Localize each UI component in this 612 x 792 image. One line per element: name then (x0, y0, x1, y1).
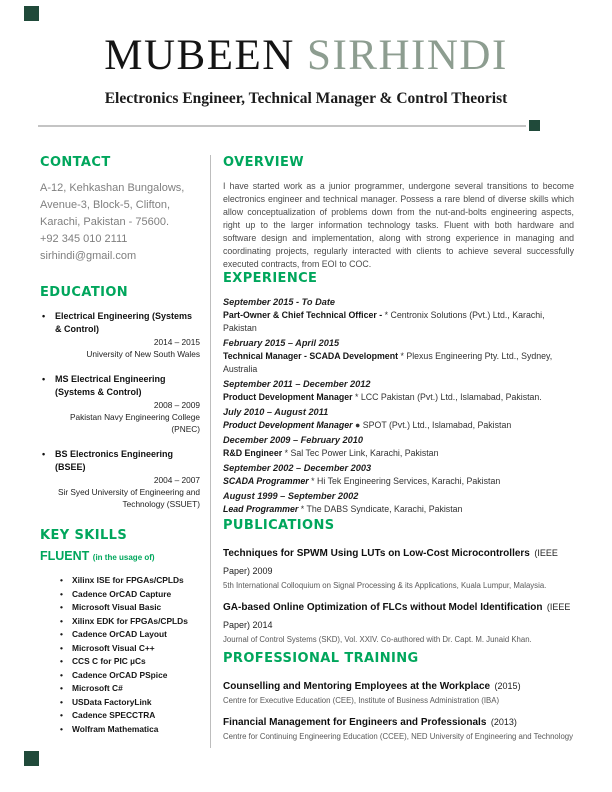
experience-role-line: R&D Engineer * Sal Tec Power Link, Karachi, Pakistan (223, 448, 439, 458)
phone-number: +92 345 010 2111 (40, 233, 128, 245)
overview-heading: OVERVIEW (223, 155, 304, 170)
skill-item: • Cadence SPECCTRA (40, 709, 200, 723)
bullet-icon: • (60, 588, 63, 599)
decor-square-top-left (24, 6, 39, 21)
experience-role-line: Part-Owner & Chief Technical Officer - * Centronix Solutions (Pvt.) Ltd., Karachi, Pakistan (223, 310, 545, 333)
header (0, 0, 612, 131)
publication-item (223, 597, 574, 645)
skill-item: • Microsoft Visual C++ (40, 642, 200, 656)
email-address: sirhindi@gmail.com (40, 250, 137, 262)
fluent-subheading: FLUENT (in the usage of) (40, 549, 155, 563)
contact-heading: CONTACT (40, 155, 111, 170)
experience-item (223, 296, 574, 335)
skill-item: • Cadence OrCAD Capture (40, 588, 200, 602)
publication-detail: Journal of Control Systems (SKD), Vol. XXIV. Co-authored with Dr. Capt. M. Junaid Khan. (223, 635, 532, 644)
training-title-line: Counselling and Mentoring Employees at the Workplace (2015) (223, 681, 521, 692)
education-years: 2008 – 2009 (153, 400, 200, 410)
last-name: SIRHINDI (307, 32, 508, 79)
experience-dates: September 2015 - To Date (223, 297, 335, 307)
name-title (0, 30, 612, 82)
decor-square-header-right (529, 120, 540, 131)
publication-detail: 5th International Colloquium on Signal Processing & its Applications, Kuala Lumpur, Malaysia. (223, 581, 547, 590)
skill-item: • USData FactoryLink (40, 696, 200, 710)
decor-square-bottom-left (24, 751, 39, 766)
bullet-icon: • (60, 696, 63, 707)
training-detail: Centre for Continuing Engineering Education (CCEE), NED University of Engineering and Technology (223, 732, 574, 741)
experience-dates: August 1999 – September 2002 (223, 491, 359, 501)
experience-item (223, 337, 574, 376)
skills-list (40, 574, 200, 736)
overview-section (223, 155, 574, 271)
bullet-icon: • (60, 723, 63, 734)
header-rule-row (38, 120, 540, 131)
experience-dates: February 2015 – April 2015 (223, 338, 340, 348)
training-item (223, 712, 574, 742)
bullet-icon: • (42, 374, 46, 384)
experience-item (223, 434, 574, 460)
address-line-2: Avenue-3, Block-5, Clifton, (40, 199, 171, 211)
training-detail: Centre for Executive Education (CEE), Institute of Business Administration (IBA) (223, 696, 500, 705)
experience-item (223, 406, 574, 432)
contact-block (40, 180, 200, 265)
address-line-1: A-12, Kehkashan Bungalows, (40, 182, 185, 194)
bullet-icon: • (42, 311, 46, 321)
skill-item: • Cadence OrCAD Layout (40, 628, 200, 642)
skill-item: • CCS C for PIC µCs (40, 655, 200, 669)
bullet-icon: • (60, 642, 63, 653)
education-institution: University of New South Wales (86, 349, 200, 359)
education-degree: • MS Electrical Engineering (Systems & Control) (42, 374, 166, 397)
education-item (40, 310, 200, 360)
education-institution: Sir Syed University of Engineering and Technology (SSUET) (57, 487, 200, 509)
bullet-icon: • (60, 602, 63, 612)
skill-item: • Cadence OrCAD PSpice (40, 669, 200, 683)
experience-item (223, 490, 574, 516)
experience-role-line: Product Development Manager ● SPOT (Pvt.) Ltd., Islamabad, Pakistan (223, 420, 512, 430)
experience-heading: EXPERIENCE (223, 271, 318, 286)
bullet-icon: • (60, 669, 63, 680)
bullet-icon: • (42, 449, 46, 459)
experience-dates: July 2010 – August 2011 (223, 407, 329, 417)
fluent-note: (in the usage of) (92, 553, 155, 562)
experience-dates: December 2009 – February 2010 (223, 435, 363, 445)
publication-title-line: Techniques for SPWM Using LUTs on Low-Cost Microcontrollers (IEEE Paper) 2009 (223, 548, 558, 576)
key-skills-heading: KEY SKILLS (40, 528, 128, 543)
skill-item: • Microsoft Visual Basic (40, 601, 200, 615)
bullet-icon: • (60, 683, 63, 693)
experience-section (223, 271, 574, 516)
education-item (40, 448, 200, 510)
publications-heading: PUBLICATIONS (223, 518, 335, 533)
education-institution: Pakistan Navy Engineering College (PNEC) (69, 412, 200, 434)
skill-item: • Microsoft C# (40, 682, 200, 696)
experience-role-line: Lead Programmer * The DABS Syndicate, Karachi, Pakistan (223, 504, 463, 514)
education-item (40, 373, 200, 435)
bullet-icon: • (60, 629, 63, 639)
publications-section (223, 518, 574, 645)
publication-item (223, 543, 574, 591)
professional-subtitle: Electronics Engineer, Technical Manager & Control Theorist (104, 90, 508, 107)
publication-title-line: GA-based Online Optimization of FLCs without Model Identification (IEEE Paper) 2014 (223, 602, 571, 630)
bullet-icon: • (60, 656, 63, 666)
experience-role-line: Technical Manager - SCADA Development * Plexus Engineering Pty. Ltd., Sydney, Australia (223, 351, 553, 374)
overview-paragraph: I have started work as a junior programmer, undergone several transitions to become electronics engineer and technical manager. Possess a rare blend of diverse skills which allow conceptualization of problems down from the nut-and-bolts engineering aspects, right up to the larger information technology tasks. Fluent with both hardware and software design and implementation, along with strong experience in managing and coordinating projects, regularly interacted with clients to achieve several successfully executed contracts, from EOI to COC. (223, 181, 574, 269)
two-column-body (0, 131, 612, 748)
right-column (210, 155, 574, 748)
bullet-icon: • (60, 710, 63, 720)
experience-item (223, 378, 574, 404)
education-years: 2014 – 2015 (153, 337, 200, 347)
experience-role-line: SCADA Programmer * Hi Tek Engineering Services, Karachi, Pakistan (223, 476, 501, 486)
professional-training-heading: PROFESSIONAL TRAINING (223, 651, 419, 666)
bullet-icon: • (60, 575, 63, 585)
professional-training-section (223, 651, 574, 742)
experience-role-line: Product Development Manager * LCC Pakistan (Pvt.) Ltd., Islamabad, Pakistan. (223, 392, 542, 402)
training-item (223, 676, 574, 706)
first-name: MUBEEN (104, 32, 295, 79)
education-heading: EDUCATION (40, 285, 129, 300)
skill-item: • Wolfram Mathematica (40, 723, 200, 737)
skill-item: • Xilinx EDK for FPGAs/CPLDs (40, 615, 200, 629)
education-section (40, 285, 200, 510)
education-degree: • Electrical Engineering (Systems & Control) (42, 311, 193, 334)
education-years: 2004 – 2007 (153, 475, 200, 485)
experience-item (223, 462, 574, 488)
contact-section (40, 155, 200, 265)
key-skills-section (40, 528, 200, 736)
education-degree: • BS Electronics Engineering (BSEE) (42, 449, 174, 472)
skill-item: • Xilinx ISE for FPGAs/CPLDs (40, 574, 200, 588)
experience-dates: September 2011 – December 2012 (223, 379, 371, 389)
experience-dates: September 2002 – December 2003 (223, 463, 372, 473)
training-title-line: Financial Management for Engineers and Professionals (2013) (223, 717, 517, 728)
address-line-3: Karachi, Pakistan - 75600. (40, 216, 170, 228)
header-rule (38, 125, 526, 127)
left-column (40, 155, 210, 748)
bullet-icon: • (60, 615, 63, 626)
